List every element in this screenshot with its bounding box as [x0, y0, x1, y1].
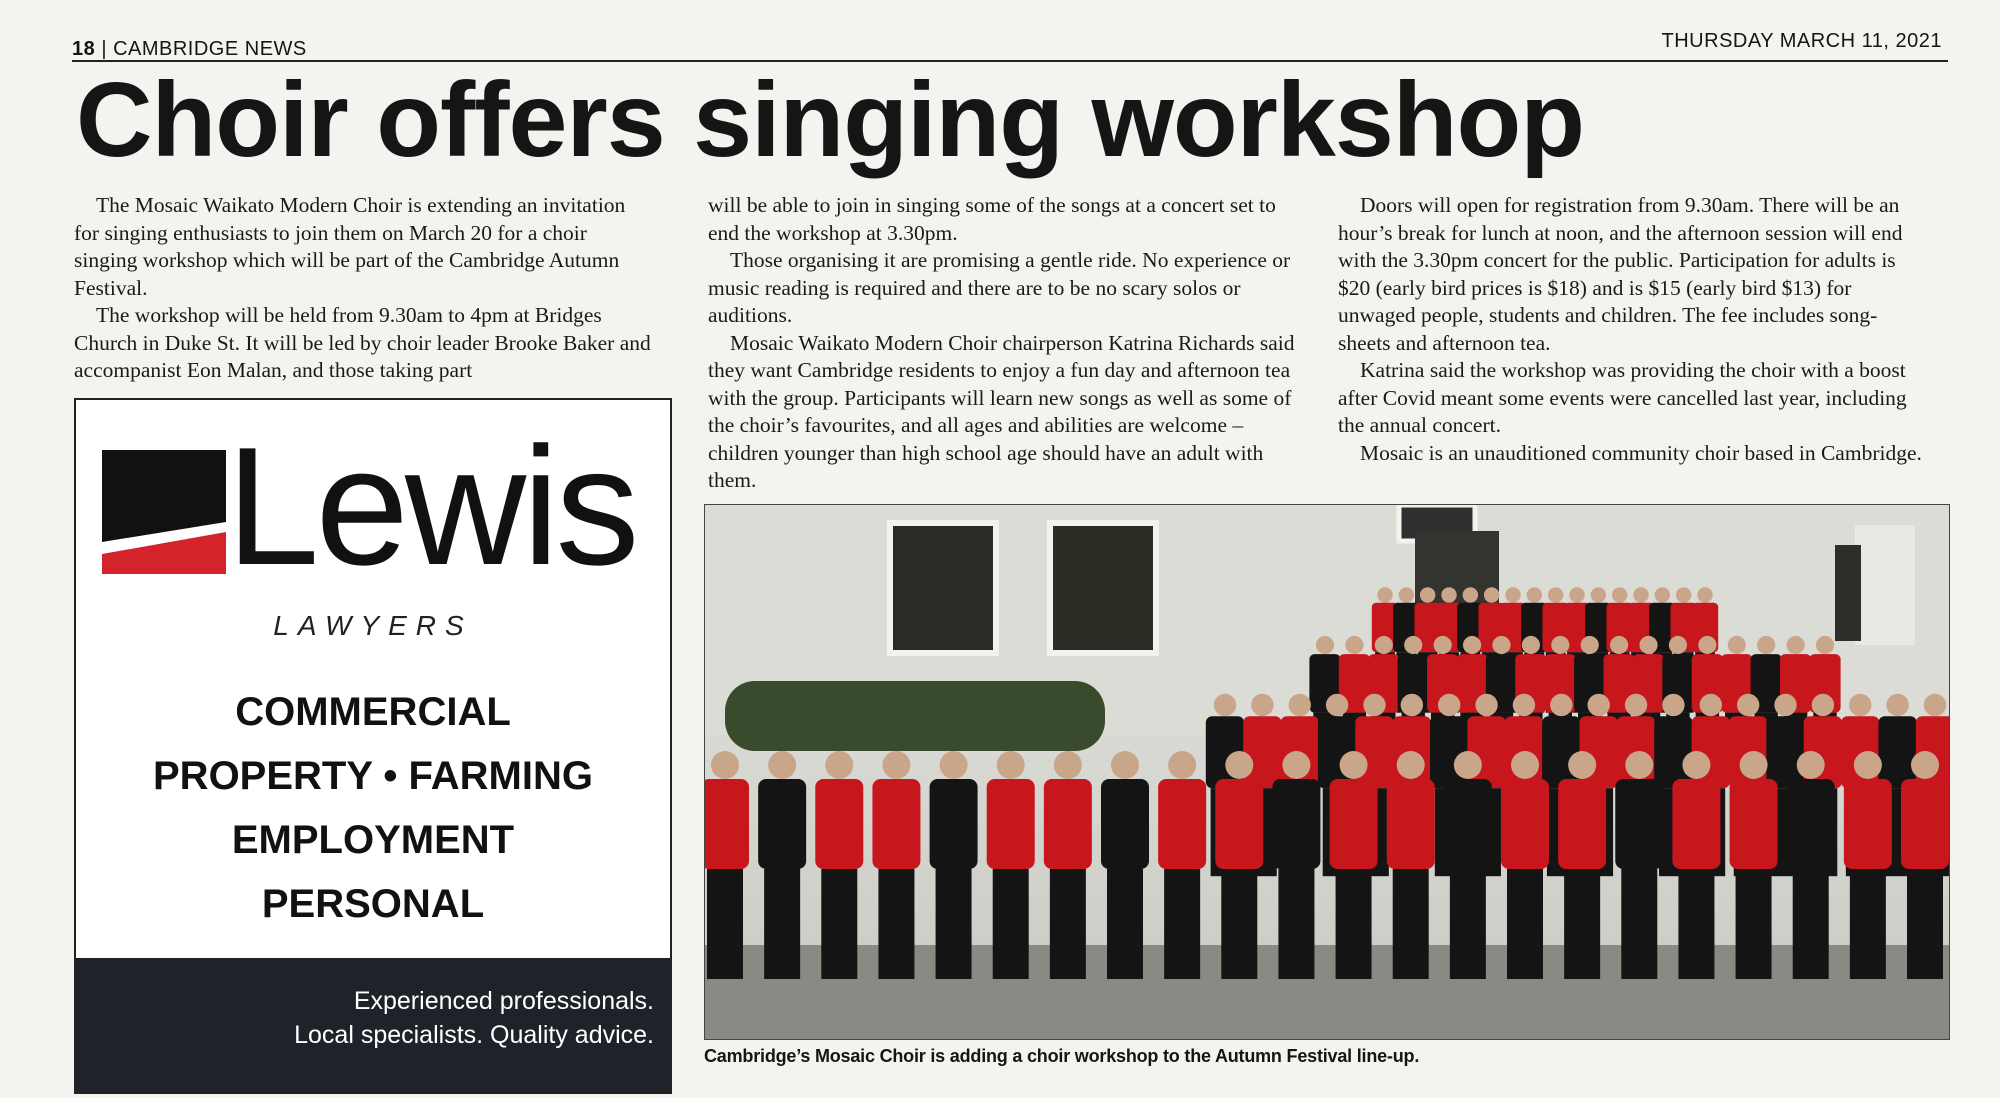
choir-member-legs — [1393, 869, 1429, 979]
choir-member-body — [1387, 779, 1435, 869]
photo-caption: Cambridge’s Mosaic Choir is adding a choir workshop to the Autumn Festival line-up. — [704, 1046, 1420, 1066]
choir-member-body — [1243, 716, 1281, 788]
choir-member-legs — [1278, 869, 1314, 979]
choir-member-legs — [1450, 869, 1486, 979]
choir-member-body — [1158, 779, 1206, 869]
choir-member-legs — [1564, 869, 1600, 979]
choir-member-head — [1225, 751, 1253, 779]
article-paragraph: Doors will open for registration from 9.30am. There will be an hour’s break for lunch at noon, and the afternoon session will end with the 3.30pm concert for the public. Participation for adults is $20 (early bird prices is $18) and is $15 (early bird $13) for unwaged people, students and children. The fee includes song-sheets and afternoon tea. — [1338, 193, 1903, 355]
choir-member-head — [1591, 587, 1606, 602]
choir-member-head — [1375, 636, 1393, 654]
choir-member-head — [1639, 636, 1657, 654]
publication-name: CAMBRIDGE NEWS — [113, 38, 307, 60]
choir-member-body — [815, 779, 863, 869]
choir-member-head — [940, 751, 968, 779]
choir-member-head — [1340, 751, 1368, 779]
choir-member-body — [1044, 779, 1092, 869]
ad-tagline-1: Experienced professionals. — [353, 987, 654, 1015]
choir-member-body — [1542, 716, 1580, 788]
choir-member-head — [1111, 751, 1139, 779]
choir-member-head — [1568, 751, 1596, 779]
choir-member-body — [872, 779, 920, 869]
choir-member-head — [1527, 587, 1542, 602]
lewis-lawyers-advertisement — [74, 398, 672, 1094]
article-column-2 — [708, 192, 1298, 495]
choir-member-legs — [1850, 869, 1886, 979]
choir-member-head — [1662, 694, 1684, 716]
choir-member-head — [1316, 636, 1334, 654]
choir-member-legs — [1050, 869, 1086, 979]
choir-member-body — [1615, 779, 1663, 869]
choir-member-legs — [764, 869, 800, 979]
choir-member-head — [1522, 636, 1540, 654]
choir-member-body — [1878, 716, 1916, 788]
article-paragraph: will be able to join in singing some of the songs at a concert set to end the workshop at 3.30pm. — [708, 193, 1276, 245]
choir-member-legs — [936, 869, 972, 979]
choir-member-head — [768, 751, 796, 779]
ad-services-list — [76, 680, 670, 936]
choir-member-head — [1812, 694, 1834, 716]
choir-member-body — [1766, 716, 1804, 788]
choir-member-head — [1911, 751, 1939, 779]
choir-member-head — [1326, 694, 1348, 716]
choir-member-legs — [707, 869, 743, 979]
choir-member-head — [1434, 636, 1452, 654]
choir-member-head — [1463, 587, 1478, 602]
choir-member-legs — [1736, 869, 1772, 979]
choir-member-head — [1282, 751, 1310, 779]
choir-member-head — [1463, 636, 1481, 654]
choir-member-head — [1728, 636, 1746, 654]
choir-member-head — [1774, 694, 1796, 716]
choir-member-body — [1672, 779, 1720, 869]
choir-member-head — [1587, 694, 1609, 716]
choir-member-head — [1484, 587, 1499, 602]
choir-member-head — [1697, 587, 1712, 602]
choir-member-legs — [1621, 869, 1657, 979]
choir-member-body — [1444, 779, 1492, 869]
choir-member-head — [1401, 694, 1423, 716]
choir-member-head — [1569, 587, 1584, 602]
choir-member-legs — [1507, 869, 1543, 979]
choir-group-image — [705, 505, 1949, 1039]
choir-member-head — [1397, 751, 1425, 779]
choir-member-head — [1612, 587, 1627, 602]
ad-service-item: PROPERTY • FARMING — [153, 754, 593, 798]
ad-brand-name: Lewis — [226, 412, 636, 600]
choir-member-head — [1816, 636, 1834, 654]
choir-member-body — [987, 779, 1035, 869]
article-paragraph: Mosaic is an unauditioned community choir based in Cambridge. — [1360, 440, 1922, 465]
choir-member-head — [1438, 694, 1460, 716]
choir-member-head — [1399, 587, 1414, 602]
choir-member-head — [1633, 587, 1648, 602]
choir-member-legs — [1678, 869, 1714, 979]
choir-member-head — [1251, 694, 1273, 716]
choir-member-legs — [1336, 869, 1372, 979]
choir-member-head — [1682, 751, 1710, 779]
masthead-left — [72, 38, 307, 61]
article-paragraph: The workshop will be held from 9.30am to 4pm at Bridges Church in Duke St. It will be led by choir leader Brooke Baker and accompanist Eon Malan, and those taking part — [74, 303, 651, 382]
choir-member-body — [1215, 779, 1263, 869]
choir-member-head — [1676, 587, 1691, 602]
choir-member-head — [1737, 694, 1759, 716]
choir-member-body — [1654, 716, 1692, 788]
choir-member-head — [1625, 751, 1653, 779]
choir-member-head — [1740, 751, 1768, 779]
choir-member-legs — [878, 869, 914, 979]
choir-member-body — [1272, 779, 1320, 869]
choir-member-legs — [1793, 869, 1829, 979]
choir-member-head — [997, 751, 1025, 779]
page-number: 18 — [72, 38, 96, 60]
choir-member-body — [705, 779, 749, 869]
issue-date: THURSDAY MARCH 11, 2021 — [1661, 30, 1942, 52]
choir-member-head — [882, 751, 910, 779]
article-headline: Choir offers singing workshop — [76, 61, 1585, 179]
choir-member-head — [1700, 694, 1722, 716]
article-column-3 — [1338, 192, 1928, 467]
choir-member-body — [1844, 779, 1892, 869]
choir-member-head — [1377, 587, 1392, 602]
ad-service-item: EMPLOYMENT — [231, 818, 515, 862]
ad-footer — [76, 958, 670, 1092]
choir-member-head — [1454, 751, 1482, 779]
choir-photo — [704, 504, 1950, 1040]
choir-member-head — [1289, 694, 1311, 716]
choir-member-head — [1786, 636, 1804, 654]
choir-member-head — [1441, 587, 1456, 602]
ad-tagline-2: Local specialists. Quality advice. — [294, 1021, 654, 1049]
choir-member-head — [1924, 694, 1946, 716]
choir-member-body — [1787, 779, 1835, 869]
choir-member-head — [1854, 751, 1882, 779]
choir-member-head — [1511, 751, 1539, 779]
choir-member-head — [1513, 694, 1535, 716]
choir-member-legs — [1221, 869, 1257, 979]
choir-member-head — [1886, 694, 1908, 716]
choir-member-body — [1901, 779, 1949, 869]
choir-member-head — [1655, 587, 1670, 602]
choir-member-body — [758, 779, 806, 869]
choir-member-head — [1054, 751, 1082, 779]
choir-member-head — [1698, 636, 1716, 654]
ad-service-item: COMMERCIAL — [235, 690, 511, 734]
article-paragraph: Mosaic Waikato Modern Choir chairperson Katrina Richards said they want Cambridge residents to enjoy a fun day and afternoon tea with the group. Participants will learn new songs as well as some of the choir’s favourites, and all ages and abilities are welcome – children younger than high school age should have an adult with them. — [708, 330, 1295, 492]
choir-member-legs — [1907, 869, 1943, 979]
choir-member-body — [1558, 779, 1606, 869]
choir-member-head — [1669, 636, 1687, 654]
choir-member-body — [1730, 779, 1778, 869]
choir-member-head — [1345, 636, 1363, 654]
choir-member-head — [1610, 636, 1628, 654]
choir-member-head — [825, 751, 853, 779]
choir-member-legs — [1107, 869, 1143, 979]
choir-member-body — [1501, 779, 1549, 869]
choir-member-head — [1849, 694, 1871, 716]
choir-member-head — [1475, 694, 1497, 716]
ad-service-item: PERSONAL — [261, 882, 485, 926]
choir-member-head — [1420, 587, 1435, 602]
choir-member-head — [1548, 587, 1563, 602]
choir-member-body — [1101, 779, 1149, 869]
lewis-logo-mark-icon — [102, 450, 226, 574]
choir-member-body — [1355, 716, 1393, 788]
choir-member-head — [1404, 636, 1422, 654]
choir-member-head — [1505, 587, 1520, 602]
choir-member-head — [1797, 751, 1825, 779]
article-paragraph: The Mosaic Waikato Modern Choir is extending an invitation for singing enthusiasts to join them on March 20 for a choir singing workshop which will be part of the Cambridge Autumn Festival. — [74, 193, 626, 300]
choir-member-head — [1757, 636, 1775, 654]
choir-member-head — [1214, 694, 1236, 716]
choir-member-legs — [1164, 869, 1200, 979]
choir-member-body — [930, 779, 978, 869]
choir-member-body — [1330, 779, 1378, 869]
choir-member-head — [1581, 636, 1599, 654]
ad-subtitle: LAWYERS — [273, 610, 473, 641]
choir-member-legs — [821, 869, 857, 979]
choir-member-legs — [993, 869, 1029, 979]
article-paragraph: Those organising it are promising a gentle ride. No experience or music reading is required and there are to be no scary solos or auditions. — [708, 248, 1291, 327]
choir-member-head — [1550, 694, 1572, 716]
article-column-1 — [74, 192, 654, 385]
choir-member-head — [1625, 694, 1647, 716]
masthead-separator: | — [101, 38, 108, 60]
choir-member-head — [711, 751, 739, 779]
article-paragraph: Katrina said the workshop was providing the choir with a boost after Covid meant some events were cancelled last year, including the annual concert. — [1338, 358, 1907, 437]
choir-member-head — [1551, 636, 1569, 654]
choir-member-head — [1168, 751, 1196, 779]
choir-member-head — [1492, 636, 1510, 654]
choir-member-head — [1363, 694, 1385, 716]
